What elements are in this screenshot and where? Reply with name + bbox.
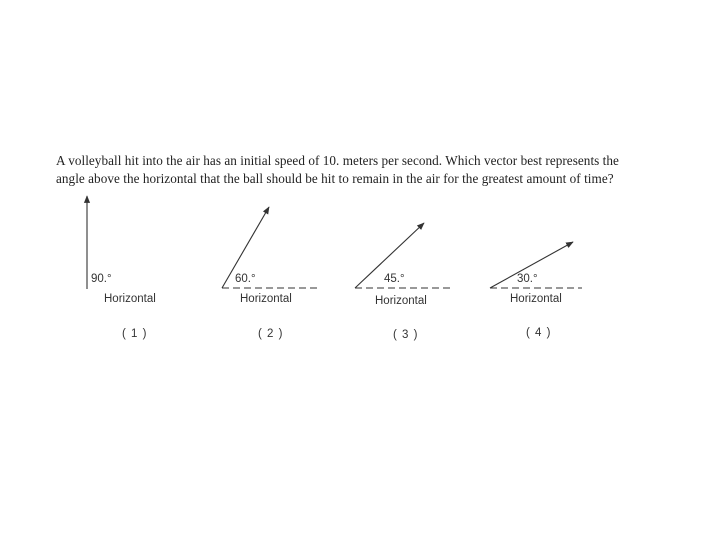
- question-line-2: angle above the horizontal that the ball should be hit to remain in the air for the greatest amount of time?: [56, 171, 614, 186]
- question-line-1: A volleyball hit into the air has an initial speed of 10. meters per second. Which vector best represents the: [56, 153, 619, 168]
- choice-number-2: ( 2 ): [258, 328, 284, 340]
- horizontal-label-4: Horizontal: [510, 293, 562, 305]
- horizontal-label-1: Horizontal: [104, 293, 156, 305]
- choice-number-3: ( 3 ): [393, 329, 419, 341]
- horizontal-label-3: Horizontal: [375, 295, 427, 307]
- angle-label-4: 30.°: [517, 273, 538, 285]
- choice-number-1: ( 1 ): [122, 328, 148, 340]
- angle-label-2: 60.°: [235, 273, 256, 285]
- angle-label-1: 90.°: [91, 273, 112, 285]
- choice-number-4: ( 4 ): [526, 327, 552, 339]
- horizontal-label-2: Horizontal: [240, 293, 292, 305]
- angle-label-3: 45.°: [384, 273, 405, 285]
